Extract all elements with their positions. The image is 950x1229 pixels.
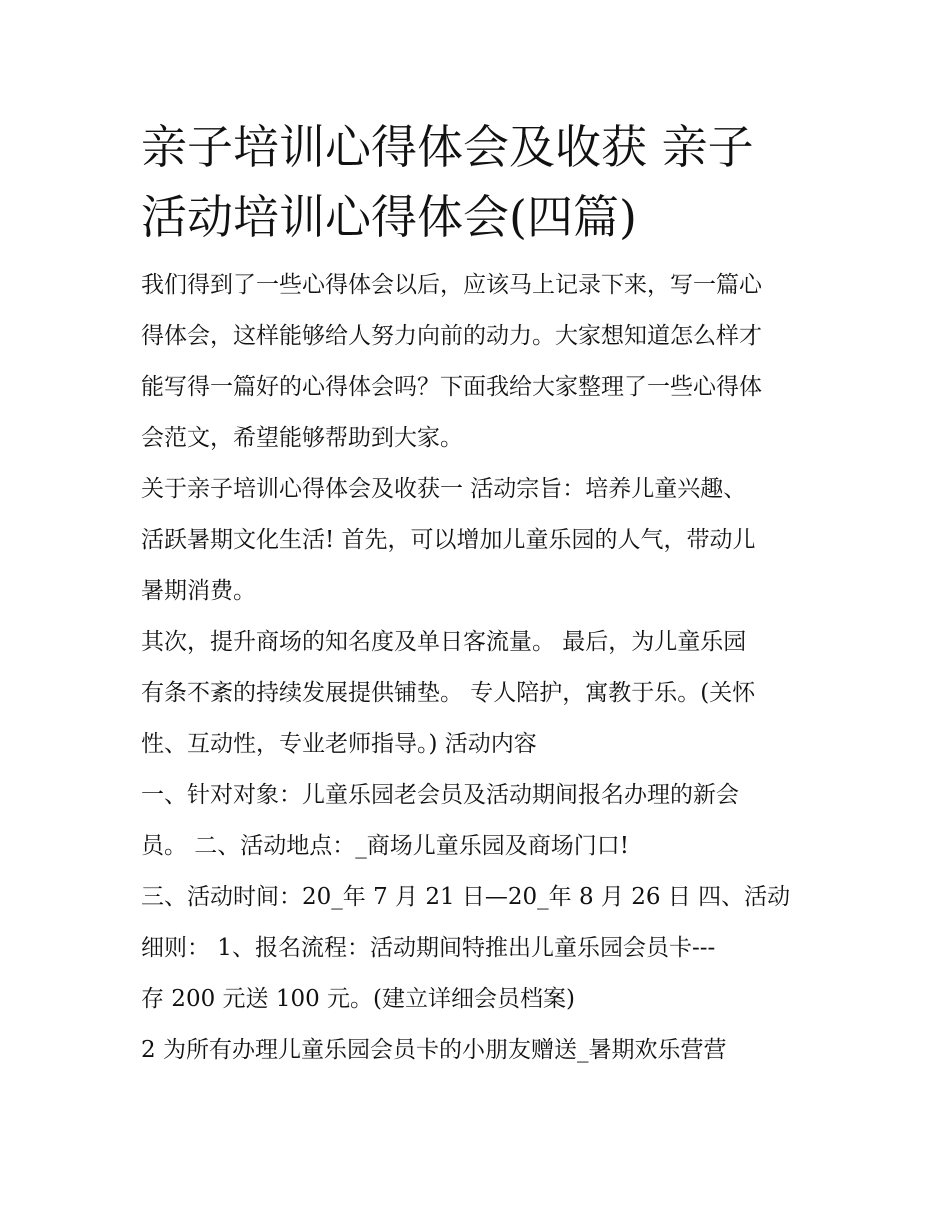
text-line: 会范文，希望能够帮助到大家。 [141, 425, 463, 451]
title-line: 活动培训心得体会(四篇) [141, 190, 637, 244]
text-line: 活跃暑期文化生活! 首先，可以增加儿童乐园的人气，带动儿 [141, 527, 756, 553]
text-line: 三、活动时间：20_年 7 月 21 日—20_年 8 月 26 日 四、活动 [141, 884, 791, 910]
text-line: 关于亲子培训心得体会及收获一 活动宗旨：培养儿童兴趣、 [141, 476, 747, 502]
text-line: 一、针对对象：儿童乐园老会员及活动期间报名办理的新会 [141, 782, 739, 808]
text-line: 能写得一篇好的心得体会吗？下面我给大家整理了一些心得体 [141, 374, 762, 400]
text-line: 暑期消费。 [141, 578, 256, 604]
text-line: 得体会，这样能够给人努力向前的动力。大家想知道怎么样才 [141, 323, 762, 349]
document-body [141, 112, 821, 1076]
document-text [141, 260, 821, 1076]
document-title [141, 112, 821, 252]
text-line: 员。 二、活动地点：_商场儿童乐园及商场门口! [141, 833, 630, 859]
text-line: 2 为所有办理儿童乐园会员卡的小朋友赠送_暑期欢乐营营 [141, 1037, 727, 1063]
text-line: 有条不紊的持续发展提供铺垫。 专人陪护，寓教于乐。(关怀 [141, 680, 756, 706]
text-line: 性、互动性，专业老师指导。) 活动内容 [141, 731, 537, 757]
title-line: 亲子培训心得体会及收获 亲子 [141, 120, 754, 174]
text-line: 我们得到了一些心得体会以后，应该马上记录下来，写一篇心 [141, 272, 762, 298]
text-line: 其次，提升商场的知名度及单日客流量。 最后，为儿童乐园 [141, 629, 747, 655]
text-line: 存 200 元送 100 元。(建立详细会员档案) [141, 986, 575, 1012]
text-line: 细则： 1、报名流程：活动期间特推出儿童乐园会员卡--- [141, 935, 716, 961]
